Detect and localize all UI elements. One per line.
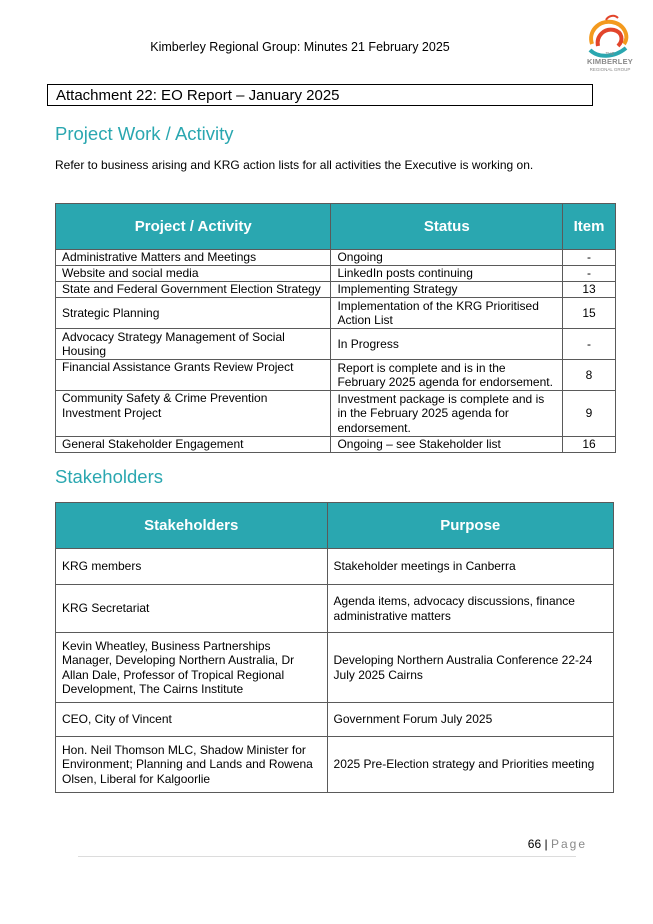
column-header: Status [331,204,563,250]
status-cell: Report is complete and is in the February 2025 agenda for endorsement. [331,360,563,391]
status-cell: Investment package is complete and is in the February 2025 agenda for endorsement. [331,391,563,437]
table-row [56,391,616,437]
status-cell: Implementing Strategy [331,282,563,298]
status-cell: LinkedIn posts continuing [331,266,563,282]
item-cell: 9 [563,391,616,437]
purpose-cell: Stakeholder meetings in Canberra [327,549,613,585]
activity-cell: Financial Assistance Grants Review Project [56,360,331,391]
column-header: Stakeholders [56,503,328,549]
status-cell: Ongoing [331,250,563,266]
column-header: Project / Activity [56,204,331,250]
column-header: Purpose [327,503,613,549]
project-section-heading: Project Work / Activity [55,123,234,144]
activity-cell: Administrative Matters and Meetings [56,250,331,266]
purpose-cell: Developing Northern Australia Conference 22-24 July 2025 Cairns [327,633,613,703]
table-row [56,703,614,737]
logo-wordmark [580,50,640,74]
table-row [56,585,614,633]
item-cell: - [563,250,616,266]
activity-cell: Community Safety & Crime Prevention Investment Project [56,391,331,437]
page-separator: | [544,837,548,851]
item-cell: 13 [563,282,616,298]
stakeholder-cell: KRG Secretariat [56,585,328,633]
project-table-header [56,204,616,250]
table-row [56,298,616,329]
stakeholder-cell: CEO, City of Vincent [56,703,328,737]
status-cell: Implementation of the KRG Prioritised Action List [331,298,563,329]
table-row [56,549,614,585]
table-row [56,633,614,703]
item-cell: - [563,266,616,282]
activity-cell: Strategic Planning [56,298,331,329]
item-cell: 8 [563,360,616,391]
purpose-cell: Government Forum July 2025 [327,703,613,737]
project-table [55,203,616,453]
logo-sub: REGIONAL GROUP [589,67,631,72]
table-row [56,437,616,453]
table-row [56,282,616,298]
status-cell: In Progress [331,329,563,360]
item-cell: - [563,329,616,360]
table-row [56,250,616,266]
stakeholders-table-header [56,503,614,549]
logo-the: THE [605,51,615,56]
stakeholders-table [55,502,614,793]
activity-cell: General Stakeholder Engagement [56,437,331,453]
table-row [56,360,616,391]
status-cell: Ongoing – see Stakeholder list [331,437,563,453]
purpose-cell: Agenda items, advocacy discussions, finance administrative matters [327,585,613,633]
page-number [528,837,587,851]
footer-divider [78,856,576,857]
item-cell: 15 [563,298,616,329]
project-intro: Refer to business arising and KRG action lists for all activities the Executive is working on. [55,158,534,172]
stakeholder-cell: KRG members [56,549,328,585]
purpose-cell: 2025 Pre-Election strategy and Priorities meeting [327,737,613,793]
page-number-value: 66 [527,837,542,851]
table-row [56,266,616,282]
activity-cell: Website and social media [56,266,331,282]
logo-main: KIMBERLEY [587,57,633,66]
attachment-title: Attachment 22: EO Report – January 2025 [47,84,593,106]
activity-cell: Advocacy Strategy Management of Social Housing [56,329,331,360]
item-cell: 16 [563,437,616,453]
stakeholder-cell: Kevin Wheatley, Business Partnerships Manager, Developing Northern Australia, Dr Allan Dale, Professor of Tropical Regional Development, The Cairns Institute [56,633,328,703]
page-label: Page [550,837,587,851]
stakeholder-cell: Hon. Neil Thomson MLC, Shadow Minister for Environment; Planning and Lands and Rowena Olsen, Liberal for Kalgoorlie [56,737,328,793]
header-title: Kimberley Regional Group: Minutes 21 February 2025 [150,40,450,54]
table-row [56,329,616,360]
table-row [56,737,614,793]
activity-cell: State and Federal Government Election Strategy [56,282,331,298]
stakeholders-section-heading: Stakeholders [55,466,163,487]
column-header: Item [563,204,616,250]
